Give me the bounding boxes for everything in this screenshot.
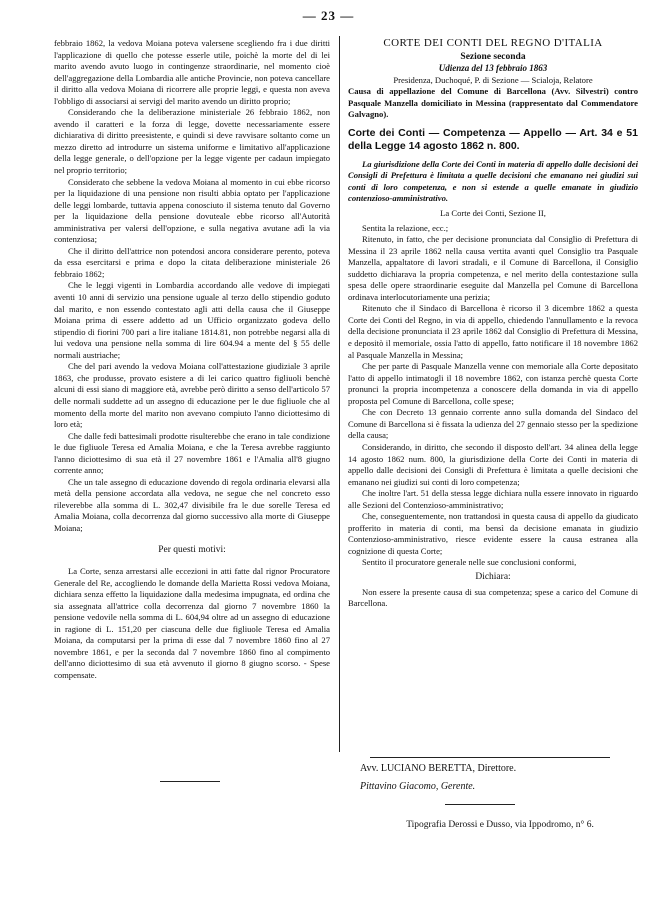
paragraph: Che il diritto dell'attrice non potendosi ancora considerare perento, poteva da essa esercitarsi e prima e dopo la citata deliberazione ministeriale 26 febbraio 1862;: [54, 245, 330, 279]
section-heading: Per questi motivi:: [158, 544, 226, 555]
ruling-paragraph: Non essere la presente causa di sua competenza; spese a carico del Comune di Barcellona.: [348, 586, 638, 609]
paragraph: Considerando che la deliberazione ministeriale 26 febbraio 1862, non avendo il caratteri e la forza di legge, dovette necessariamente essere dichiarativa di diritto preesistente, e quindi si deve ravvisare soltanto come un mezzo diretto ad introdurre un sistema uniforme e limitativo all'applicazione della legge generale, o dell'opzione per la legge vigente per cadaun impiegato nel proprio territorio;: [54, 107, 330, 176]
paragraph: Che per parte di Pasquale Manzella venne con memoriale alla Corte depositato l'atto di appello intimatogli il 18 novembre 1862, con istanza perchè questa Corte pronunci la propria incompetenza a conoscere della domanda in via di appello proposta pel Comune di Barcellona, colle spese;: [348, 361, 638, 406]
paragraph: Considerando, in diritto, che secondo il disposto dell'art. 34 alinea della legge 14 agosto 1862 num. 800, la giurisdizione della Corte dei Conti in materia di appello dalle decisioni dei Consigli di Prefettura è limitata a quelle decisioni che emanano nei giudizi sui conti di loro competenza;: [348, 441, 638, 487]
right-end-rule: [370, 757, 610, 758]
paragraph: febbraio 1862, la vedova Moiana poteva valersene scegliendo fra i due diritti l'applicazione di quello che potesse esserle utile, poichè la morte del di lei marito avendo avuto luogo in contingenze straordinarie, nel momento cioè dell'aggregazione della Lombardia alle antiche Provincie, non poteva cancellare il diritto alla vedova Moiana di ricorrere alle proprie leggi, e questa non aveva l'obbligo di associarsi ai servigi del marito avendo un diritto proprio;: [54, 38, 330, 106]
paragraph: Che le leggi vigenti in Lombardia accordando alle vedove di impiegati aventi 10 anni di servizio una pensione uguale al terzo dello stipendio goduto dal marito, e non essendo contestato agli atti della causa che il Giuseppe Moiana prima di essere addetto ad un Ufficio organizzato godeva dello stipendio di fiorini 700 pari a lire italiane 1814.81, non potrebbe negarsi alla di lui vedova una pensione nella somma di lire 604.94 a mente del § 55 delle normali austriache;: [54, 280, 330, 360]
left-column: [54, 38, 330, 682]
page-number: — 23 —: [302, 8, 355, 23]
paragraph: Che dalle fedi battesimali prodotte risulterebbe che erano in tale condizione le due figliuole Teresa ed Amalia Moiana, e che la Teresa avrebbe raggiunto l'anno diciottesimo di sua età il 27 novembre 1861 e l'Amalia all'8 giugno corrente anno;: [54, 430, 330, 476]
paragraph: Considerato che sebbene la vedova Moiana al momento in cui ebbe ricorso per la liquidazione di una pensione non risulti abbia optato per l'applicazione delle leggi lombarde, tuttavia appena conosciuto il sistema tenuto dal Governo per la liquidazione della pensione dovuteale ebbe ricorso all'Autorità amministrativa per valersi dell'opzione, e sulla negativa avutane adì la via contenziosa;: [54, 176, 330, 245]
column-divider: [339, 36, 340, 752]
presidency: Presidenza, Duchoqué, P. di Sezione — Scialoja, Relatore: [393, 74, 593, 85]
left-end-rule: [160, 781, 220, 782]
director-line: Avv. LUCIANO BERETTA, Direttore.: [360, 763, 517, 774]
paragraph: Che, conseguentemente, non trattandosi in questa causa di appello da giudicato profferito in materia di conti, ma bensì da decisione emanata in giudizio Contenzioso-amministrativo, riesce evidente essere la causa estranea alla cognizione di questa Corte;: [348, 511, 638, 556]
court-line: La Corte dei Conti, Sezione II,: [440, 208, 546, 219]
paragraph: Sentita la relazione, ecc.;: [362, 222, 449, 233]
manager-line: Pittavino Giacomo, Gerente.: [360, 781, 476, 792]
court-title: CORTE DEI CONTI DEL REGNO D'ITALIA: [383, 37, 603, 49]
paragraph: Sentito il procuratore generale nelle sue conclusioni conformi,: [362, 557, 577, 568]
legal-maxim: La giurisdizione della Corte dei Conti in materia di appello dalle decisioni dei Consigli di Prefettura è limitata a quelle decisioni che emanano nei giudizi sui conti di loro competenza, e non si estende a quelle emanate in giudizio contenzioso-amministrativo.: [348, 158, 638, 204]
paragraph: Che con Decreto 13 gennaio corrente anno sulla domanda del Sindaco del Comune di Barcellona si è fissata la udienza del 27 gennaio stesso per la spedizione della causa;: [348, 407, 638, 441]
case-heading: Corte dei Conti — Competenza — Appello — Art. 34 e 51 della Legge 14 agosto 1862 n. 800.: [348, 126, 638, 152]
right-column: [348, 38, 638, 610]
paragraph: Che inoltre l'art. 51 della stessa legge dichiara nulla essere innovato in riguardo alle Sezioni del Contenzioso-amministrativo;: [348, 488, 638, 510]
section-title: Sezione seconda: [460, 51, 526, 62]
paragraph: Che un tale assegno di educazione dovendo di regola ordinaria elevarsi alla metà della pensione accordata alla vedova, ne segue che nel concreto esso rileverebbe alla somma di L. 302,47 divisibile fra le due sorelle Teresa ed Amalia Moiana, colla decorrenza dal giorno successivo alla morte di Giuseppe Moiana;: [54, 476, 330, 533]
printer-line: Tipografia Derossi e Dusso, via Ippodromo, n° 6.: [406, 820, 594, 830]
paragraph: Ritenuto, in fatto, che per decisione pronunciata dal Consiglio di Prefettura di Messina il 23 aprile 1862 nella causa vertita avanti quel Consiglio tra Pasquale Manzella, appaltatore di lavori stradali, e il Comune di Barcellona, il Consiglio suddetto dichiarava la propria competenza, e nel merito della contestazione sulla spesa delle opere straordinarie eseguite dal Manzella pel Comune di Barcellona ordinava interlocutoriamente una perizia;: [348, 234, 638, 302]
paragraph: Ritenuto che il Sindaco di Barcellona è ricorso il 3 dicembre 1862 a questa Corte dei Conti del Regno, in via di appello, chiedendo l'annullamento e la revoca della decisione pronunciata il 23 aprile 1862 dal Consiglio di Prefettura di Messina, e depositò il memoriale, ossia l'atto di appello, fatto notificare il 18 novembre 1862 al Pasquale Manzella in Messina;: [348, 303, 638, 360]
paragraph: Che del pari avendo la vedova Moiana coll'attestazione giudiziale 3 aprile 1863, che produsse, provato esistere a di lei carico quattro figliuoli benchè alcuni di essi siano di maggiore età, avrebbe però diritto a senso dell'articolo 57 delle normali suddette ad un assegno di educazione per le due figliuole che al momento della morte del marito non avevano compiuto l'anno diciottesimo di loro età;: [54, 361, 330, 430]
ruling-paragraph: La Corte, senza arrestarsi alle eccezioni in atti fatte dal rignor Procuratore Generale del Re, accogliendo le domande della Marietta Rossi vedova Moiana, dichiara senza effetto la liquidazione dalla medesima impugnata, ed ordina che sia assegnata all'attrice colla decorrenza dal giorno 7 novembre 1860 la pensione vedovile nella somma di L. 604,94 oltre ad un assegno di educazione in ragione di L. 151,20 per ciascuna delle due figliuole Teresa ed Amalia Moiana, da computarsi per la prima di esse dal 7 novembre 1860 fino al 27 novembre 1861, e per la seconda dal 7 novembre 1860 fino al compimento dell'anno diciottesimo di sua età avvenuto il giorno 8 giugno scorso. - Spese compensate.: [54, 566, 330, 680]
cause-line: Causa di appellazione del Comune di Barcellona (Avv. Silvestri) contro Pasquale Manzella domiciliato in Messina (rappresentato dal Commendatore Galvagno).: [348, 86, 638, 120]
hearing-date: Udienza del 13 febbraio 1863: [438, 63, 548, 74]
footer-rule: [445, 804, 515, 805]
section-heading: Dichiara:: [475, 571, 511, 582]
